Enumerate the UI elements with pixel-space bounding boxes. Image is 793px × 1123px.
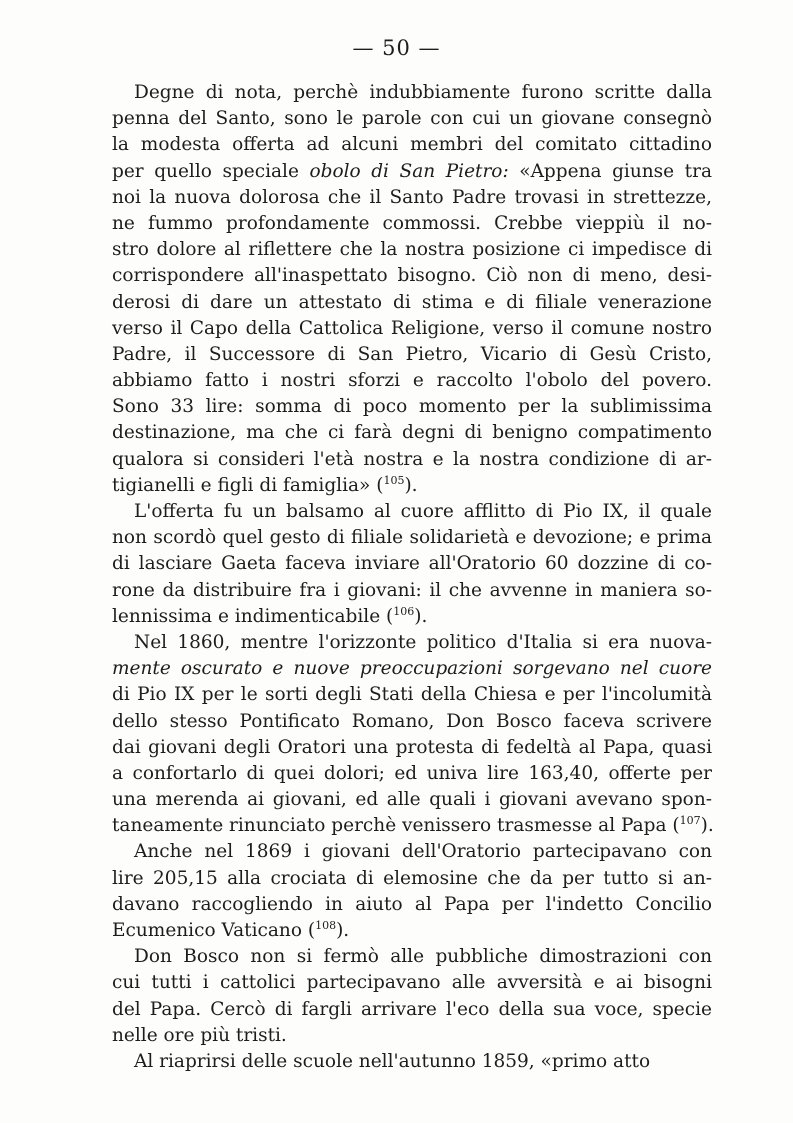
text-run: ). bbox=[700, 815, 714, 837]
text-line bbox=[112, 447, 712, 473]
text-run: dello stesso Pontificato Romano, Don Bosco faceva scrivere bbox=[112, 710, 712, 732]
text-line bbox=[112, 682, 712, 708]
text-line bbox=[112, 604, 712, 630]
footnote-ref: 106 bbox=[393, 604, 415, 618]
text-run: lennissima e indimenticabile bbox=[112, 605, 387, 627]
paragraph bbox=[112, 499, 712, 630]
italic-text: mente oscurato e nuove preoccupazioni sorgevano nel cuore bbox=[112, 658, 712, 680]
text-run: Al riaprirsi delle scuole nell'autunno 1859, «primo atto bbox=[134, 1050, 651, 1072]
text-run: a confortarlo di quei dolori; ed univa lire 163,40, offerte per bbox=[112, 762, 712, 784]
text-line bbox=[112, 316, 712, 342]
text-line bbox=[112, 918, 712, 944]
text-line bbox=[112, 342, 712, 368]
text-run: rone da distribuire fra i giovani: il che avvenne in maniera so- bbox=[112, 579, 712, 601]
text-line bbox=[112, 290, 712, 316]
text-line bbox=[112, 263, 712, 289]
text-line bbox=[112, 159, 712, 185]
text-line bbox=[112, 132, 712, 158]
text-run: penna del Santo, sono le parole con cui un giovane consegnò bbox=[112, 108, 712, 130]
text-run: la modesta offerta ad alcuni membri del comitato cittadino bbox=[112, 134, 712, 156]
footnote-ref: 105 bbox=[383, 473, 405, 487]
text-line bbox=[112, 106, 712, 132]
text-run: tigianelli e figli di famiglia» bbox=[112, 474, 377, 496]
text-line bbox=[112, 185, 712, 211]
text-run: una merenda ai giovani, ed alle quali i giovani avevano spon- bbox=[112, 789, 712, 811]
text-line bbox=[112, 839, 712, 865]
footnote-ref: 108 bbox=[315, 918, 337, 932]
text-run: noi la nuova dolorosa che il Santo Padre trovasi in strettezze, bbox=[112, 186, 712, 208]
text-run: nelle ore più tristi. bbox=[112, 1024, 287, 1046]
text-run: abbiamo fatto i nostri sforzi e raccolto l'obolo del povero. bbox=[112, 370, 712, 392]
paragraph bbox=[112, 630, 712, 840]
text-run: Sono 33 lire: somma di poco momento per la sublimissima bbox=[112, 396, 712, 418]
body-text bbox=[112, 80, 712, 1075]
text-line bbox=[112, 80, 712, 106]
text-line bbox=[112, 473, 712, 499]
text-run: ). bbox=[336, 920, 350, 941]
text-line bbox=[112, 866, 712, 892]
text-line bbox=[112, 551, 712, 577]
text-run: dai giovani degli Oratori una protesta di fedeltà al Papa, quasi bbox=[112, 736, 712, 758]
text-run: ). bbox=[414, 605, 428, 627]
text-run: L'offerta fu un balsamo al cuore afflitto di Pio IX, il quale bbox=[134, 501, 712, 522]
text-run: Anche nel 1869 i giovani dell'Oratorio partecipavano con bbox=[134, 841, 712, 863]
text-line bbox=[112, 499, 712, 525]
text-run: davano raccogliendo in aiuto al Papa per l'indetto Concilio bbox=[112, 893, 712, 915]
text-run: per quello speciale bbox=[112, 160, 310, 182]
text-run: ). bbox=[404, 474, 418, 496]
text-run: ( bbox=[376, 474, 384, 496]
italic-text: obolo di San Pietro: bbox=[309, 160, 509, 182]
footnote-ref: 107 bbox=[679, 814, 701, 828]
text-run: Don Bosco non si fermò alle pubbliche dimostrazioni con bbox=[134, 946, 712, 968]
text-line bbox=[112, 813, 712, 839]
text-run: Degne di nota, perchè indubbiamente furono scritte dalla bbox=[134, 82, 712, 103]
text-run: stro dolore al riflettere che la nostra posizione ci impedisce di bbox=[112, 239, 712, 261]
text-run: non scordò quel gesto di filiale solidarietà e devozione; e prima bbox=[112, 527, 712, 549]
text-run: «Appena giunse tra bbox=[508, 160, 712, 182]
text-line bbox=[112, 525, 712, 551]
text-line bbox=[112, 997, 712, 1023]
text-line bbox=[112, 735, 712, 761]
page-number: — 50 — bbox=[352, 36, 441, 60]
text-line bbox=[112, 394, 712, 420]
paragraph bbox=[112, 944, 712, 1049]
text-run: lire 205,15 alla crociata di elemosine che da per tutto si an- bbox=[112, 867, 712, 889]
text-line bbox=[112, 368, 712, 394]
text-run: derosi di dare un attestato di stima e di filiale venerazione bbox=[112, 291, 712, 313]
text-line bbox=[112, 237, 712, 263]
paragraph bbox=[112, 839, 712, 944]
text-run: ne fummo profondamente commossi. Crebbe vieppiù il no- bbox=[112, 212, 712, 234]
text-line bbox=[112, 787, 712, 813]
text-run: del Papa. Cercò di fargli arrivare l'eco della sua voce, specie bbox=[112, 998, 712, 1020]
text-run: qualora si consideri l'età nostra e la nostra condizione di ar- bbox=[112, 448, 712, 470]
text-run: destinazione, ma che ci farà degni di benigno compatimento bbox=[112, 422, 712, 444]
text-line bbox=[112, 211, 712, 237]
text-run: di lasciare Gaeta faceva inviare all'Oratorio 60 dozzine di co- bbox=[112, 553, 712, 575]
text-line bbox=[112, 630, 712, 656]
text-run: Nel 1860, mentre l'orizzonte politico d'Italia si era nuova- bbox=[134, 631, 712, 653]
text-line bbox=[112, 970, 712, 996]
text-line bbox=[112, 1023, 712, 1049]
text-run: Ecumenico Vaticano bbox=[112, 920, 308, 941]
text-line bbox=[112, 1049, 712, 1075]
text-run: taneamente rinunciato perchè venissero trasmesse al Papa bbox=[112, 815, 673, 837]
text-run: ( bbox=[386, 605, 394, 627]
text-line bbox=[112, 892, 712, 918]
text-line bbox=[112, 578, 712, 604]
text-run: ( bbox=[307, 920, 316, 941]
text-run: corrispondere all'inaspettato bisogno. Ciò non di meno, desi- bbox=[112, 265, 712, 287]
text-line bbox=[112, 709, 712, 735]
text-run: cui tutti i cattolici partecipavano alle avversità e ai bisogni bbox=[112, 972, 712, 994]
text-line bbox=[112, 420, 712, 446]
paragraph bbox=[112, 1049, 712, 1075]
text-run: ( bbox=[672, 815, 680, 837]
text-run: Padre, il Successore di San Pietro, Vicario di Gesù Cristo, bbox=[112, 343, 712, 365]
text-line bbox=[112, 656, 712, 682]
text-line bbox=[112, 944, 712, 970]
text-run: verso il Capo della Cattolica Religione, verso il comune nostro bbox=[112, 317, 712, 339]
text-line bbox=[112, 761, 712, 787]
paragraph bbox=[112, 80, 712, 499]
text-run: di Pio IX per le sorti degli Stati della Chiesa e per l'incolumità bbox=[112, 684, 712, 706]
